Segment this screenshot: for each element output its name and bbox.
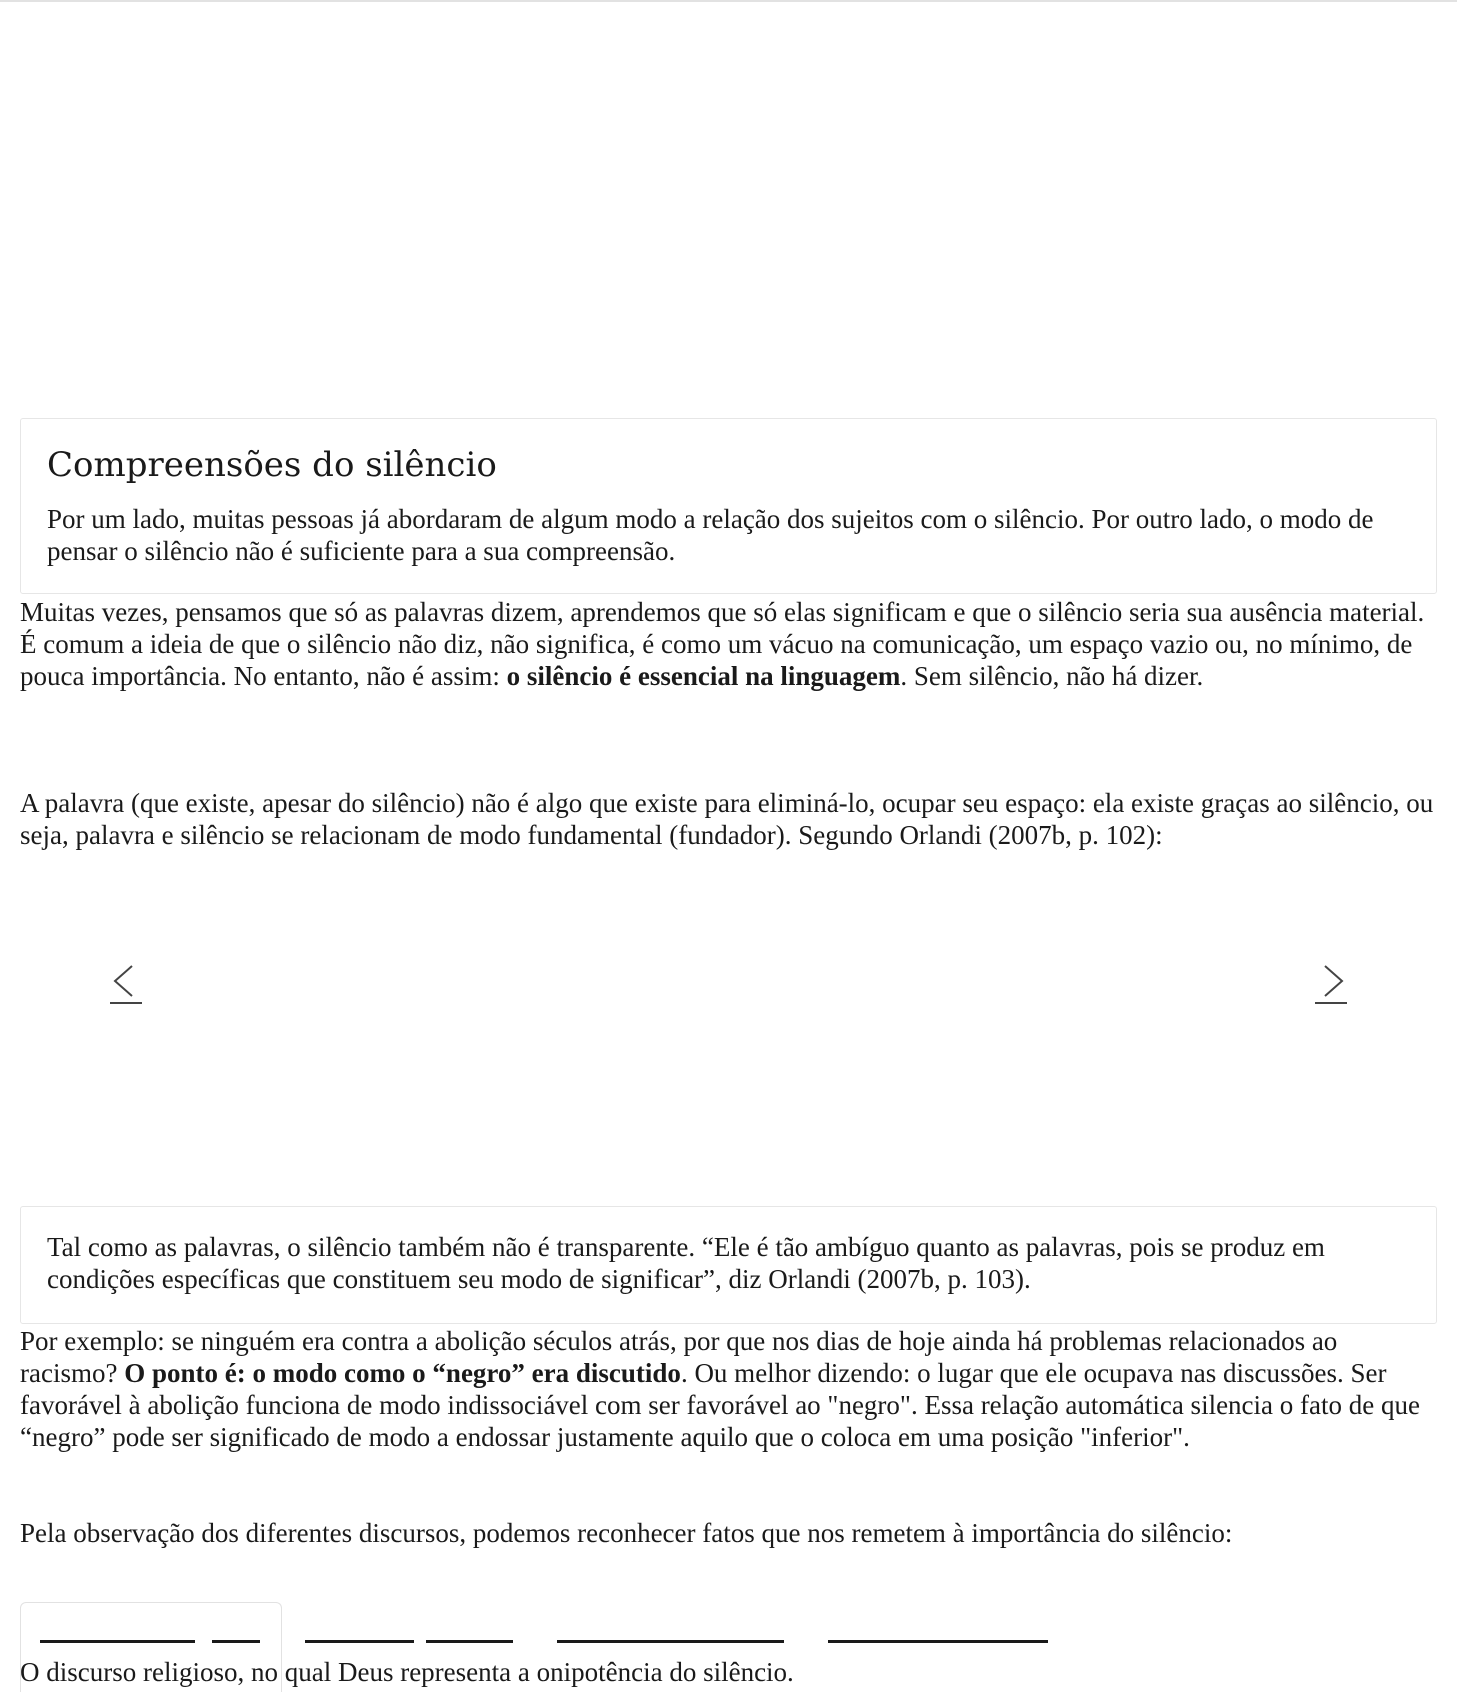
top-divider — [0, 0, 1457, 2]
tab-label-placeholder[interactable] — [828, 1640, 1048, 1643]
emphasis-text: O ponto é: o modo como o “negro” era discutido — [124, 1358, 681, 1388]
section-card — [20, 418, 1437, 594]
chevron-right-icon — [1311, 960, 1351, 1006]
section-intro-text: Por um lado, muitas pessoas já abordaram de algum modo a relação dos sujeitos com o silêncio. Por outro lado, o modo de pensar o silêncio não é suficiente para a sua compreensão. — [47, 504, 1374, 566]
section-title: Compreensões do silêncio — [47, 445, 497, 485]
paragraph-text: . Ou melhor dizendo: o lugar que ele ocupava nas discussões. Ser favorável à abolição funciona de modo indissociável com ser favorável ao "negro". Essa relação automática silencia o fato de que “negro” pode ser significado de modo a endossar justamente aquilo que o coloca em uma posição "inferior". — [20, 1358, 1420, 1452]
emphasis-text: o silêncio é essencial na linguagem — [506, 661, 901, 691]
tab-label-placeholder[interactable] — [212, 1640, 260, 1643]
tab-label-placeholder[interactable] — [40, 1640, 195, 1643]
paragraph-silence-essential — [20, 596, 1438, 692]
quote-text: Tal como as palavras, o silêncio também não é transparente. “Ele é tão ambíguo quanto as palavras, pois se produz em condições específicas que constituem seu modo de significar”, diz Orlandi (2007b, p. 103). — [47, 1232, 1325, 1294]
paragraph-orlandi-citation: A palavra (que existe, apesar do silêncio) não é algo que existe para eliminá-lo, ocupar seu espaço: ela existe graças ao silêncio, ou seja, palavra e silêncio se relacionam de modo fundamental (fundador). Segundo Orlandi (2007b, p. 102): — [20, 788, 1434, 850]
tab-label-placeholder[interactable] — [426, 1640, 513, 1643]
paragraph-observation: Pela observação dos diferentes discursos, podemos reconhecer fatos que nos remetem à importância do silêncio: — [20, 1518, 1233, 1548]
tab-label-placeholder[interactable] — [557, 1640, 784, 1643]
chevron-left-icon — [106, 960, 146, 1006]
quote-card — [20, 1206, 1437, 1324]
paragraph-text: Por exemplo: se ninguém era contra a abolição séculos atrás, por que nos dias de hoje ainda há problemas relacionados ao racismo? — [20, 1326, 1338, 1388]
carousel-prev-button[interactable] — [106, 960, 146, 1006]
tab-content-text: O discurso religioso, no qual Deus representa a onipotência do silêncio. — [20, 1657, 794, 1687]
tab-label-placeholder[interactable] — [305, 1640, 414, 1643]
paragraph-text: Muitas vezes, pensamos que só as palavras dizem, aprendemos que só elas significam e que o silêncio seria sua ausência material. É comum a ideia de que o silêncio não diz, não significa, é como um vácuo na comunicação, um espaço vazio ou, no mínimo, de pouca importância. No entanto, não é assim: — [20, 597, 1425, 691]
carousel-next-button[interactable] — [1311, 960, 1351, 1006]
paragraph-text: . Sem silêncio, não há dizer. — [900, 661, 1204, 691]
paragraph-racism-example — [20, 1325, 1438, 1453]
